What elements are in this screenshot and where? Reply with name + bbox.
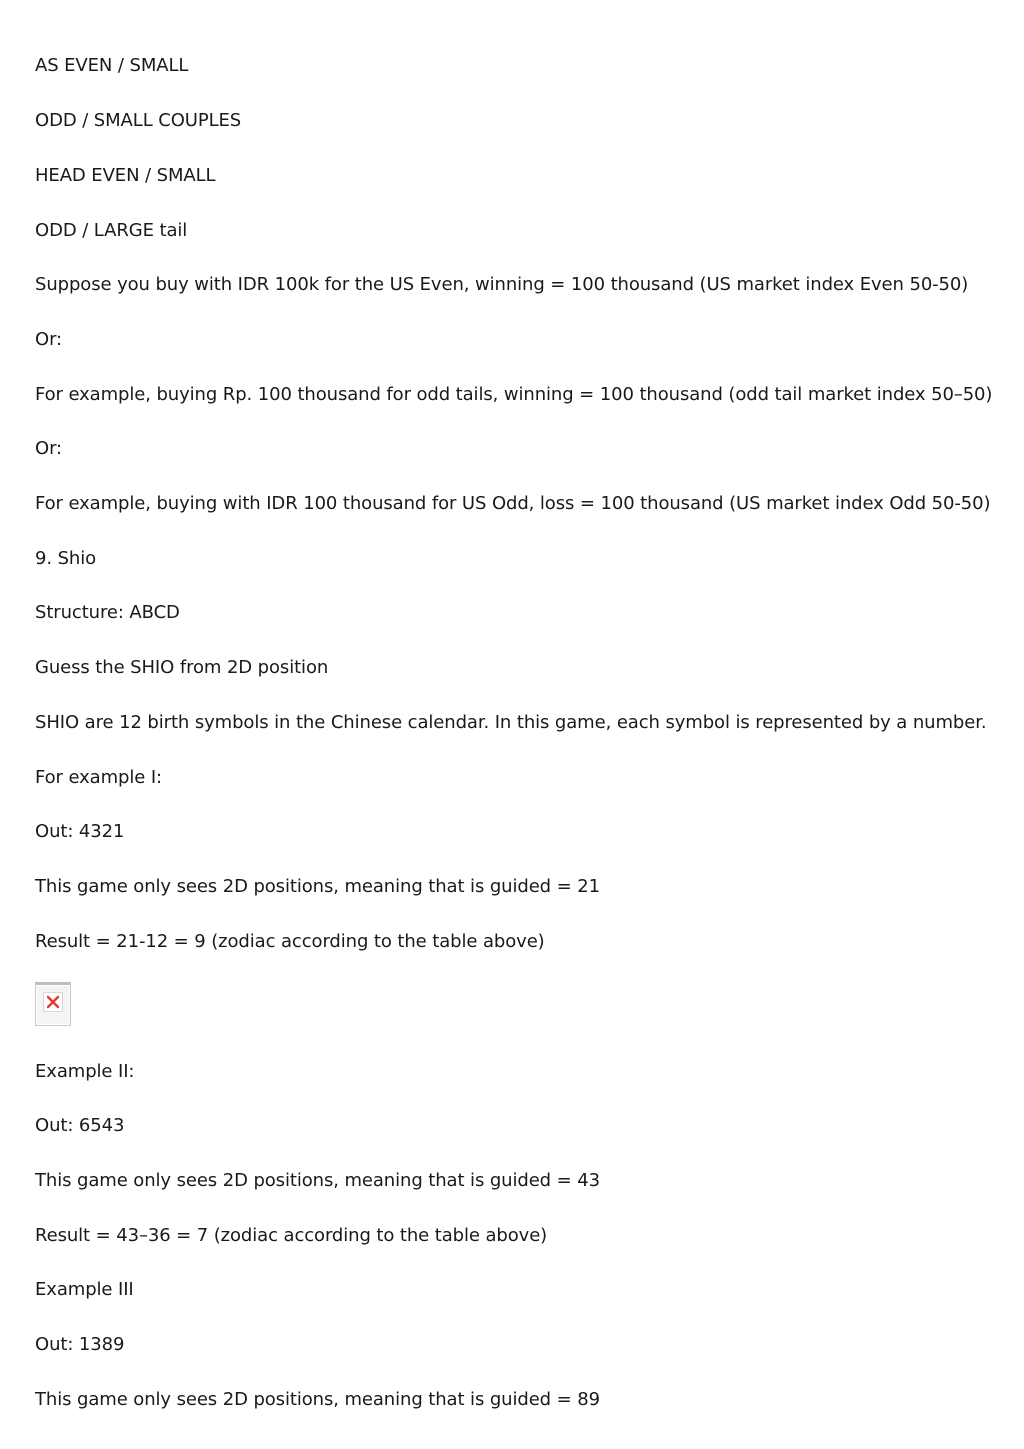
broken-image-placeholder [35, 982, 71, 1026]
paragraph-example-1-result: Result = 21-12 = 9 (zodiac according to the table above) [35, 931, 545, 952]
paragraph-odd-tails-example: For example, buying Rp. 100 thousand for odd tails, winning = 100 thousand (odd tail market index 50–50) [35, 384, 993, 405]
paragraph-example-1-heading: For example I: [35, 767, 163, 788]
section-heading-shio: 9. Shio [35, 548, 97, 569]
paragraph-example-2-out: Out: 6543 [35, 1115, 125, 1136]
paragraph-us-odd-example: For example, buying with IDR 100 thousand for US Odd, loss = 100 thousand (US market index Odd 50-50) [35, 493, 991, 514]
paragraph-odd-large-tail: ODD / LARGE tail [35, 220, 188, 241]
paragraph-example-2-result: Result = 43–36 = 7 (zodiac according to the table above) [35, 1225, 548, 1246]
paragraph-or-2: Or: [35, 438, 63, 459]
paragraph-head-even-small: HEAD EVEN / SMALL [35, 165, 216, 186]
paragraph-example-3-out: Out: 1389 [35, 1334, 125, 1355]
paragraph-or-1: Or: [35, 329, 63, 350]
paragraph-structure: Structure: ABCD [35, 602, 180, 623]
paragraph-shio-definition: SHIO are 12 birth symbols in the Chinese calendar. In this game, each symbol is represented by a number. [35, 712, 987, 733]
paragraph-example-3-guided: This game only sees 2D positions, meaning that is guided = 89 [35, 1389, 600, 1410]
paragraph-guess-shio: Guess the SHIO from 2D position [35, 657, 329, 678]
paragraph-example-2-heading: Example II: [35, 1061, 135, 1082]
paragraph-us-even-example: Suppose you buy with IDR 100k for the US Even, winning = 100 thousand (US market index Even 50-50) [35, 274, 969, 295]
paragraph-example-1-out: Out: 4321 [35, 821, 125, 842]
paragraph-example-2-guided: This game only sees 2D positions, meaning that is guided = 43 [35, 1170, 600, 1191]
paragraph-odd-small-couples: ODD / SMALL COUPLES [35, 110, 242, 131]
paragraph-example-3-heading: Example III [35, 1279, 134, 1300]
broken-image-icon [43, 992, 63, 1012]
paragraph-example-1-guided: This game only sees 2D positions, meaning that is guided = 21 [35, 876, 600, 897]
paragraph-as-even-small: AS EVEN / SMALL [35, 55, 189, 76]
